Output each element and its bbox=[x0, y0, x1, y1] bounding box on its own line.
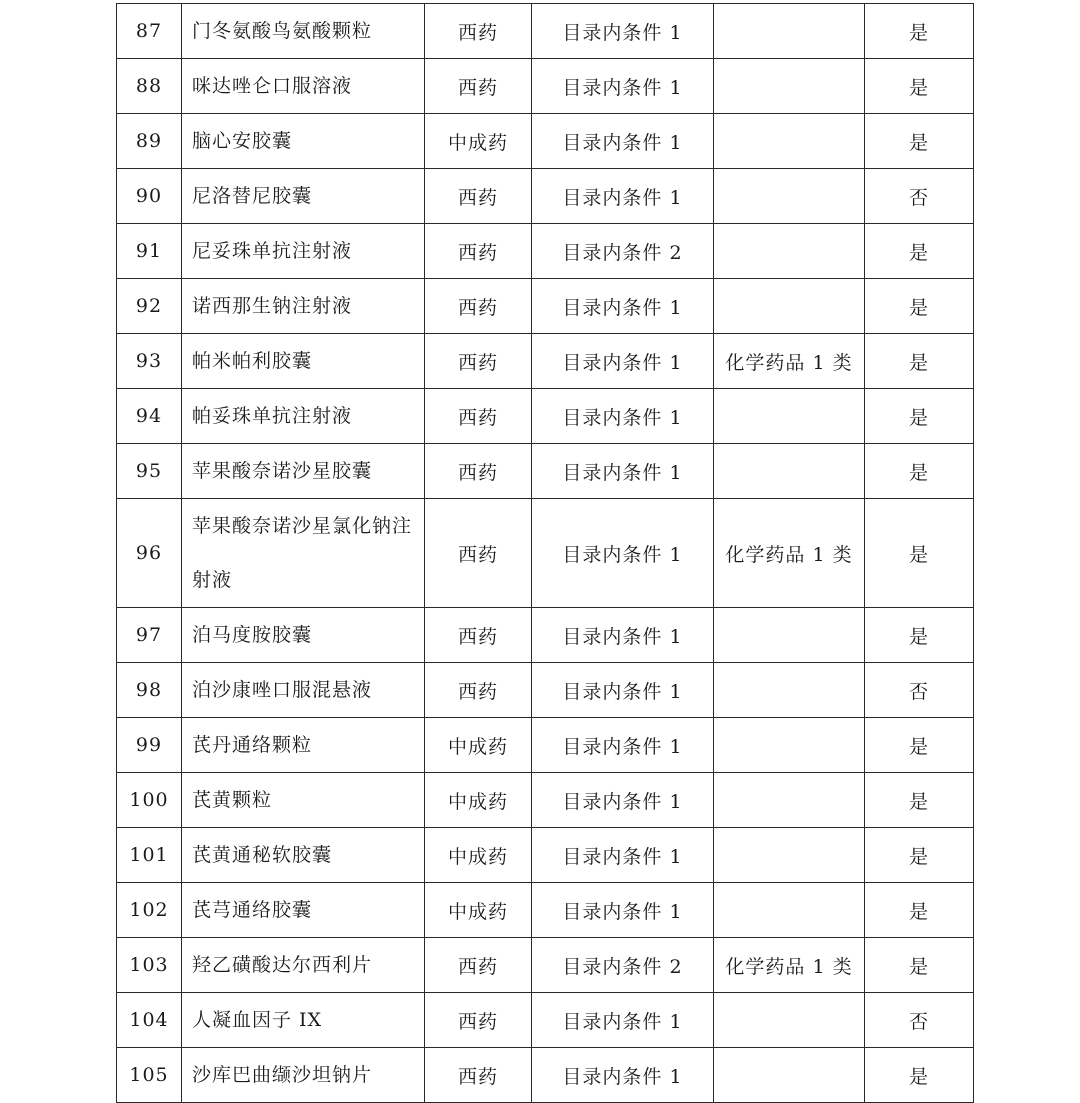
drug-type-cell: 西药 bbox=[425, 224, 532, 279]
yes-no-flag-cell: 是 bbox=[865, 883, 974, 938]
drug-name-cell: 沙库巴曲缬沙坦钠片 bbox=[182, 1048, 425, 1103]
row-number-cell: 92 bbox=[117, 279, 182, 334]
catalog-category-cell: 目录内条件 1 bbox=[532, 1048, 714, 1103]
table-row bbox=[117, 279, 974, 334]
yes-no-flag-cell: 是 bbox=[865, 389, 974, 444]
remark-cell bbox=[714, 883, 865, 938]
catalog-category-cell: 目录内条件 1 bbox=[532, 4, 714, 59]
table-row bbox=[117, 389, 974, 444]
drug-type-cell: 中成药 bbox=[425, 883, 532, 938]
drug-type-cell: 西药 bbox=[425, 663, 532, 718]
remark-cell bbox=[714, 279, 865, 334]
table-row bbox=[117, 773, 974, 828]
drug-name-cell: 尼妥珠单抗注射液 bbox=[182, 224, 425, 279]
row-number-cell: 97 bbox=[117, 608, 182, 663]
table-row bbox=[117, 444, 974, 499]
yes-no-flag-cell: 是 bbox=[865, 773, 974, 828]
drug-name-cell: 苹果酸奈诺沙星胶囊 bbox=[182, 444, 425, 499]
remark-cell: 化学药品 1 类 bbox=[714, 938, 865, 993]
row-number-cell: 104 bbox=[117, 993, 182, 1048]
yes-no-flag-cell: 是 bbox=[865, 334, 974, 389]
drug-name-cell: 咪达唑仑口服溶液 bbox=[182, 59, 425, 114]
table-row bbox=[117, 883, 974, 938]
table-row bbox=[117, 608, 974, 663]
drug-type-cell: 中成药 bbox=[425, 114, 532, 169]
catalog-category-cell: 目录内条件 1 bbox=[532, 663, 714, 718]
yes-no-flag-cell: 是 bbox=[865, 114, 974, 169]
catalog-category-cell: 目录内条件 1 bbox=[532, 718, 714, 773]
yes-no-flag-cell: 是 bbox=[865, 938, 974, 993]
drug-type-cell: 西药 bbox=[425, 444, 532, 499]
drug-type-cell: 中成药 bbox=[425, 718, 532, 773]
table-row bbox=[117, 224, 974, 279]
catalog-category-cell: 目录内条件 1 bbox=[532, 828, 714, 883]
table-row bbox=[117, 993, 974, 1048]
row-number-cell: 88 bbox=[117, 59, 182, 114]
row-number-cell: 99 bbox=[117, 718, 182, 773]
catalog-category-cell: 目录内条件 1 bbox=[532, 444, 714, 499]
table-row bbox=[117, 1048, 974, 1103]
table-row bbox=[117, 334, 974, 389]
remark-cell bbox=[714, 828, 865, 883]
table-row bbox=[117, 169, 974, 224]
remark-cell bbox=[714, 389, 865, 444]
row-number-cell: 90 bbox=[117, 169, 182, 224]
row-number-cell: 94 bbox=[117, 389, 182, 444]
drug-name-cell: 诺西那生钠注射液 bbox=[182, 279, 425, 334]
row-number-cell: 89 bbox=[117, 114, 182, 169]
table-row bbox=[117, 828, 974, 883]
drug-name-cell: 羟乙磺酸达尔西利片 bbox=[182, 938, 425, 993]
drug-name-cell: 芪丹通络颗粒 bbox=[182, 718, 425, 773]
catalog-category-cell: 目录内条件 2 bbox=[532, 224, 714, 279]
catalog-category-cell: 目录内条件 1 bbox=[532, 993, 714, 1048]
table-row bbox=[117, 938, 974, 993]
drug-name-cell: 帕妥珠单抗注射液 bbox=[182, 389, 425, 444]
remark-cell bbox=[714, 169, 865, 224]
table-row bbox=[117, 499, 974, 608]
catalog-category-cell: 目录内条件 1 bbox=[532, 389, 714, 444]
drug-type-cell: 西药 bbox=[425, 499, 532, 608]
row-number-cell: 96 bbox=[117, 499, 182, 608]
drug-type-cell: 西药 bbox=[425, 389, 532, 444]
yes-no-flag-cell: 是 bbox=[865, 224, 974, 279]
drug-type-cell: 西药 bbox=[425, 334, 532, 389]
catalog-category-cell: 目录内条件 1 bbox=[532, 114, 714, 169]
drug-name-cell: 帕米帕利胶囊 bbox=[182, 334, 425, 389]
catalog-category-cell: 目录内条件 1 bbox=[532, 499, 714, 608]
yes-no-flag-cell: 是 bbox=[865, 608, 974, 663]
remark-cell bbox=[714, 718, 865, 773]
yes-no-flag-cell: 是 bbox=[865, 718, 974, 773]
remark-cell bbox=[714, 773, 865, 828]
yes-no-flag-cell: 是 bbox=[865, 59, 974, 114]
table-row bbox=[117, 4, 974, 59]
drug-type-cell: 西药 bbox=[425, 279, 532, 334]
row-number-cell: 105 bbox=[117, 1048, 182, 1103]
remark-cell bbox=[714, 608, 865, 663]
yes-no-flag-cell: 是 bbox=[865, 1048, 974, 1103]
drug-type-cell: 西药 bbox=[425, 59, 532, 114]
table-row bbox=[117, 663, 974, 718]
remark-cell bbox=[714, 224, 865, 279]
yes-no-flag-cell: 是 bbox=[865, 828, 974, 883]
catalog-category-cell: 目录内条件 1 bbox=[532, 883, 714, 938]
drug-name-cell: 芪黄通秘软胶囊 bbox=[182, 828, 425, 883]
remark-cell bbox=[714, 993, 865, 1048]
row-number-cell: 103 bbox=[117, 938, 182, 993]
drug-name-cell: 苹果酸奈诺沙星氯化钠注射液 bbox=[182, 499, 425, 608]
table-row bbox=[117, 59, 974, 114]
drug-type-cell: 中成药 bbox=[425, 828, 532, 883]
catalog-category-cell: 目录内条件 1 bbox=[532, 334, 714, 389]
row-number-cell: 93 bbox=[117, 334, 182, 389]
drug-name-cell: 泊沙康唑口服混悬液 bbox=[182, 663, 425, 718]
drug-name-cell: 芪黄颗粒 bbox=[182, 773, 425, 828]
drug-name-cell: 尼洛替尼胶囊 bbox=[182, 169, 425, 224]
catalog-category-cell: 目录内条件 1 bbox=[532, 773, 714, 828]
catalog-category-cell: 目录内条件 2 bbox=[532, 938, 714, 993]
row-number-cell: 100 bbox=[117, 773, 182, 828]
remark-cell bbox=[714, 4, 865, 59]
drug-name-cell: 脑心安胶囊 bbox=[182, 114, 425, 169]
drug-type-cell: 西药 bbox=[425, 1048, 532, 1103]
catalog-category-cell: 目录内条件 1 bbox=[532, 59, 714, 114]
catalog-category-cell: 目录内条件 1 bbox=[532, 169, 714, 224]
remark-cell bbox=[714, 59, 865, 114]
drug-type-cell: 西药 bbox=[425, 993, 532, 1048]
drug-type-cell: 西药 bbox=[425, 938, 532, 993]
yes-no-flag-cell: 否 bbox=[865, 169, 974, 224]
drug-name-cell: 芪芎通络胶囊 bbox=[182, 883, 425, 938]
table-row bbox=[117, 718, 974, 773]
catalog-category-cell: 目录内条件 1 bbox=[532, 279, 714, 334]
catalog-category-cell: 目录内条件 1 bbox=[532, 608, 714, 663]
drug-type-cell: 西药 bbox=[425, 4, 532, 59]
remark-cell bbox=[714, 1048, 865, 1103]
table-body bbox=[117, 4, 974, 1103]
row-number-cell: 95 bbox=[117, 444, 182, 499]
row-number-cell: 87 bbox=[117, 4, 182, 59]
drug-type-cell: 西药 bbox=[425, 169, 532, 224]
table-row bbox=[117, 114, 974, 169]
yes-no-flag-cell: 是 bbox=[865, 499, 974, 608]
drug-type-cell: 西药 bbox=[425, 608, 532, 663]
remark-cell bbox=[714, 444, 865, 499]
yes-no-flag-cell: 是 bbox=[865, 444, 974, 499]
row-number-cell: 91 bbox=[117, 224, 182, 279]
remark-cell: 化学药品 1 类 bbox=[714, 499, 865, 608]
drug-name-cell: 门冬氨酸鸟氨酸颗粒 bbox=[182, 4, 425, 59]
yes-no-flag-cell: 否 bbox=[865, 993, 974, 1048]
yes-no-flag-cell: 是 bbox=[865, 279, 974, 334]
drug-list-table bbox=[116, 3, 974, 1103]
remark-cell bbox=[714, 663, 865, 718]
drug-name-cell: 泊马度胺胶囊 bbox=[182, 608, 425, 663]
row-number-cell: 102 bbox=[117, 883, 182, 938]
drug-name-cell: 人凝血因子 IX bbox=[182, 993, 425, 1048]
row-number-cell: 98 bbox=[117, 663, 182, 718]
row-number-cell: 101 bbox=[117, 828, 182, 883]
yes-no-flag-cell: 是 bbox=[865, 4, 974, 59]
remark-cell: 化学药品 1 类 bbox=[714, 334, 865, 389]
drug-type-cell: 中成药 bbox=[425, 773, 532, 828]
yes-no-flag-cell: 否 bbox=[865, 663, 974, 718]
remark-cell bbox=[714, 114, 865, 169]
